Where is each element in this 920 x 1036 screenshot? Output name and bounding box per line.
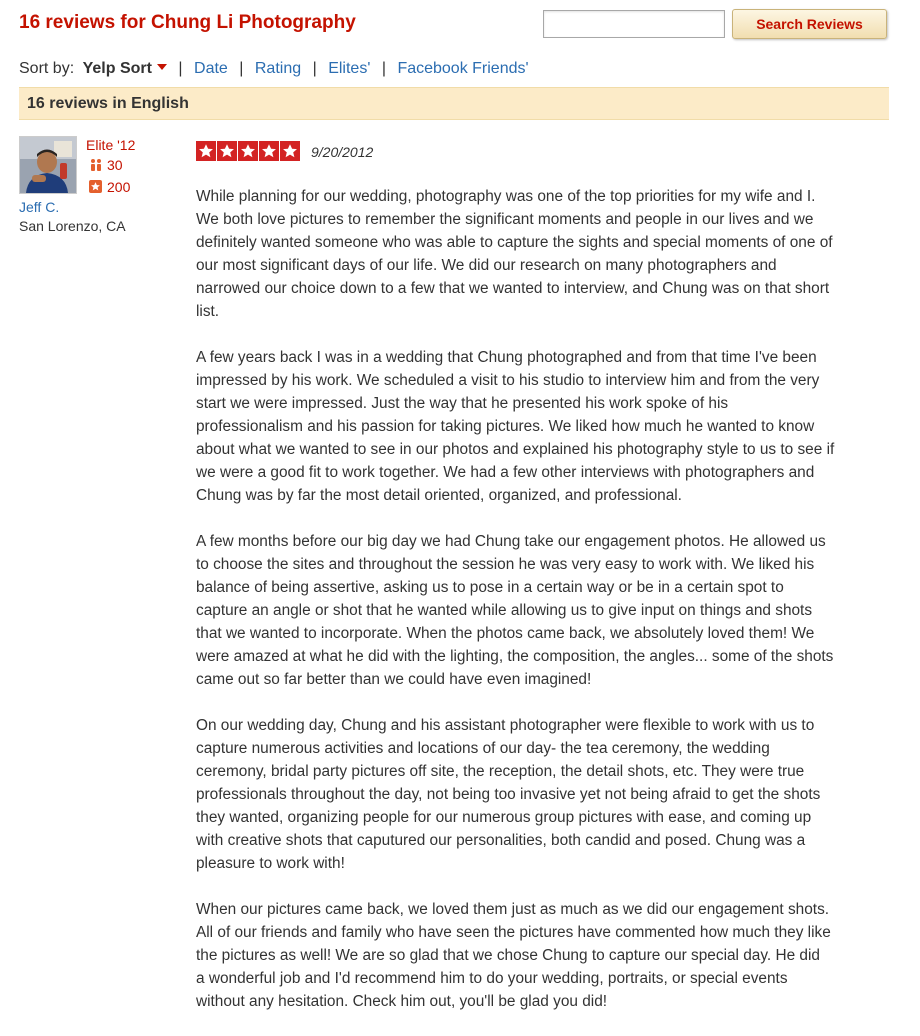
elite-badge[interactable]: Elite '12 <box>86 137 136 153</box>
review-paragraph: When our pictures came back, we loved them just as much as we did our engagement shots. All of our friends and family who have seen the pictures have commented how much they like the pictures as well! We are so glad that we chose Chung to capture our special day. He did a wonderful job and I'd recommend him to do your wedding, portraits, or special events without any hesitation. Check him out, you'll be glad you did! <box>196 901 831 1010</box>
star-icon <box>217 141 237 161</box>
separator: | <box>312 60 317 77</box>
sort-option-rating[interactable]: Rating <box>254 60 302 77</box>
star-icon <box>196 141 216 161</box>
friends-count <box>89 157 123 173</box>
sort-current-dropdown[interactable]: Yelp Sort <box>82 60 152 77</box>
review-date: 9/20/2012 <box>311 144 374 160</box>
friends-icon <box>89 158 103 172</box>
review-count <box>89 179 130 195</box>
review-body <box>196 185 896 1036</box>
star-rating <box>196 141 301 161</box>
avatar[interactable] <box>19 136 77 194</box>
sort-label: Sort by: <box>19 60 75 77</box>
sort-option-date[interactable]: Date <box>194 60 228 77</box>
reviews-header <box>19 12 899 42</box>
star-icon <box>89 180 102 193</box>
review-count-value: 200 <box>107 179 131 195</box>
search-reviews-input[interactable] <box>543 10 725 38</box>
review-paragraph: While planning for our wedding, photography was one of the top priorities for my wife and I. We both love pictures to remember the significant moments and people in our lives and we definitely wanted someone who was able to capture the sights and special moments of one of our most significant days of our life. We did our research on many photographers and narrowed our choice down to a few that we wanted to interview, and Chung was on that short list. <box>196 188 833 320</box>
star-icon <box>280 141 300 161</box>
sort-option-elites[interactable]: Elites' <box>328 60 371 77</box>
language-bar <box>19 87 889 120</box>
page-title: 16 reviews for Chung Li Photography <box>19 12 356 33</box>
star-icon <box>238 141 258 161</box>
avatar-photo <box>20 137 76 193</box>
review-paragraph: A few years back I was in a wedding that Chung photographed and from that time I've been impressed by his work. We scheduled a visit to his studio to interview him and from the very start we were impressed. Just the way that he presented his work spoke of his professionalism and his passion for taking pictures. We liked how much he wanted to know about what we wanted to see in our photos and explained his photography style to us to see if we were a good fit to work together. We had a few other interviews with photographers and Chung was by far the most detail oriented, organized, and professional. <box>196 349 835 504</box>
separator: | <box>178 60 183 77</box>
separator: | <box>239 60 244 77</box>
reviewer-name-link[interactable]: Jeff C. <box>19 199 60 215</box>
review-paragraph: A few months before our big day we had Chung take our engagement photos. He allowed us to choose the sites and throughout the session he was very easy to work with. We liked his balance of being assertive, asking us to pose in a certain way or be in a certain spot to capture an angle or shot that he wanted while allowing us to give input on things and shots that we wanted to incorporate. When the photos came back, we absolutely loved them! We were amazed at what he did with the lighting, the composition, the angles... some of the shots came out so far better than we could have even imagined! <box>196 533 834 688</box>
search-reviews-button[interactable]: Search Reviews <box>732 9 887 39</box>
reviewer-location: San Lorenzo, CA <box>19 218 126 234</box>
sort-option-facebook-friends[interactable]: Facebook Friends' <box>397 60 529 77</box>
sort-bar <box>19 59 529 79</box>
separator: | <box>381 60 386 77</box>
star-icon <box>259 141 279 161</box>
language-bar-label: 16 reviews in English <box>27 95 189 112</box>
review-paragraph: On our wedding day, Chung and his assistant photographer were flexible to work with us to capture numerous activities and locations of our day- the tea ceremony, the wedding ceremony, bridal party pictures off site, the reception, the detail shots, etc. They were true professionals throughout the day, not being too invasive yet not being afraid to get the shots they wanted, organizing people for our numerous group pictures with ease, and coming up with creative shots that caputured our personalities, both candid and posed. Chung was a pleasure to work with! <box>196 717 821 872</box>
friends-count-value: 30 <box>107 157 123 173</box>
chevron-down-icon[interactable] <box>157 64 167 70</box>
